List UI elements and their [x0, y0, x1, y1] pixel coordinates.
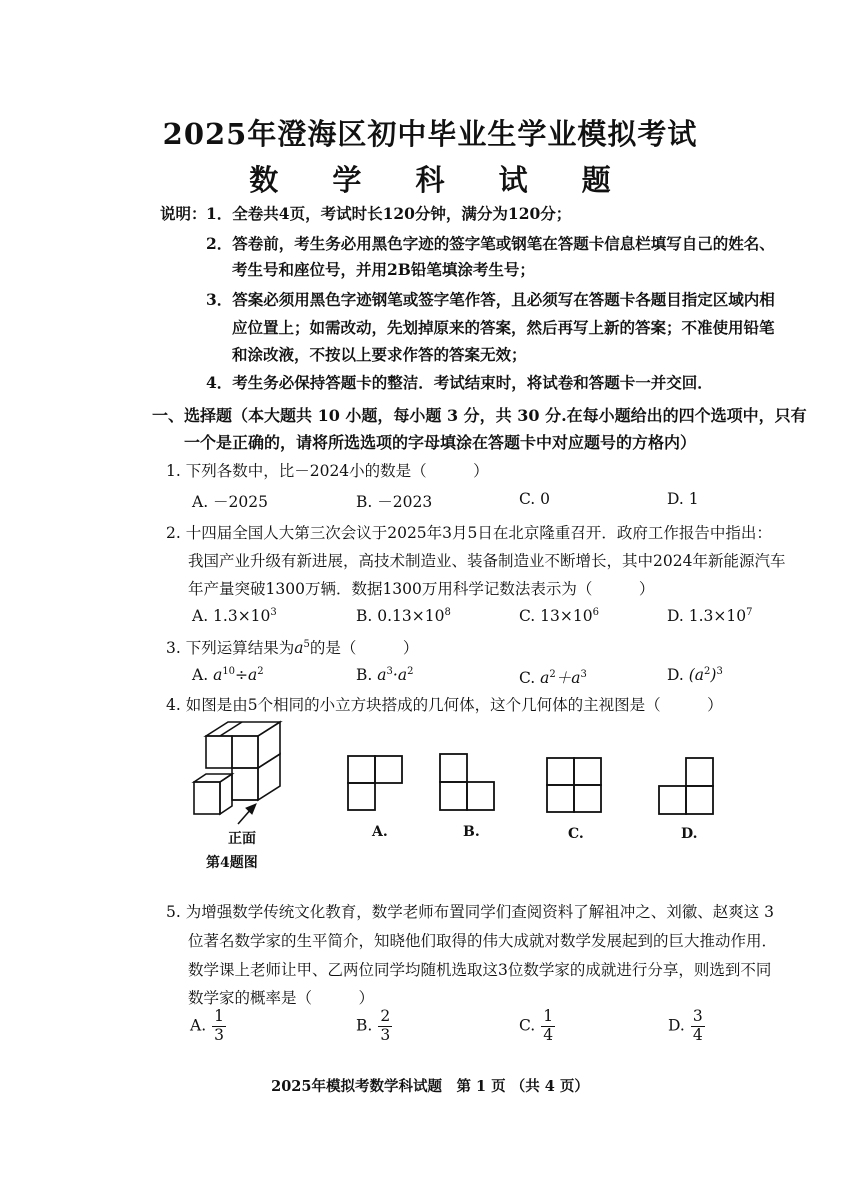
q5-option-d: D. $\frac{3}{4}$ [668, 1007, 703, 1044]
instruction-item: 2．答卷前，考生务必用黑色字迹的签字笔或钢笔在答题卡信息栏填写自己的姓名、 [206, 234, 775, 253]
q3-option-c: C. $a^2+a^3$ [519, 668, 587, 687]
q2-option-a: A. $1.3\times 10^3$ [192, 607, 277, 626]
q3-option-a: A. $a^{10}\div a^2$ [192, 666, 264, 685]
option-b-view [438, 752, 498, 814]
q4-option-a-label: A. [372, 824, 388, 840]
front-label: 正面 [228, 831, 256, 847]
question-2-stem-cont: 我国产业升级有新进展，高技术制造业、装备制造业不断增长，其中2024年新能源汽车 [188, 552, 786, 570]
question-1-stem: 1. 下列各数中，比－2024小的数是（ ） [166, 462, 489, 480]
q4-option-c-label: C. [568, 826, 584, 842]
instructions-label: 说明： [160, 204, 207, 223]
q2-option-b: B. $0.13\times 10^8$ [356, 607, 451, 626]
option-c-view [545, 756, 605, 816]
q4-option-b-label: B. [463, 824, 480, 840]
option-a-view [346, 754, 406, 814]
front-arrow-icon [232, 802, 262, 826]
instruction-item: 应位置上；如需改动，先划掉原来的答案，然后再写上新的答案；不准使用铅笔 [232, 318, 775, 337]
q5-option-b: B. $\frac{2}{3}$ [356, 1007, 391, 1044]
instruction-item: 和涂改液，不按以上要求作答的答案无效； [232, 345, 527, 364]
q1-option-b: B. －2023 [356, 493, 433, 511]
instruction-item: 考生号和座位号，并用2B铅笔填涂考生号； [232, 260, 535, 279]
section-heading: 一、选择题（本大题共 10 小题，每小题 3 分，共 30 分.在每小题给出的四个选项中，只有 [152, 406, 807, 425]
q5-option-c: C. $\frac{1}{4}$ [519, 1007, 554, 1044]
question-4-stem: 4. 如图是由5个相同的小立方块搭成的几何体，这个几何体的主视图是（ ） [166, 696, 723, 714]
q3-option-d: D. $(a^2)^3$ [667, 666, 723, 685]
q1-option-d: D. 1 [667, 490, 699, 508]
figure-caption: 第4题图 [206, 855, 258, 871]
exam-subtitle: 数 学 科 试 题 [249, 163, 633, 197]
question-3-stem: 3. 下列运算结果为$a^5$的是（ ） [166, 638, 419, 657]
instruction-item: 4．考生务必保持答题卡的整洁．考试结束时，将试卷和答题卡一并交回． [206, 373, 713, 392]
section-heading-cont: 一个是正确的，请将所选选项的字母填涂在答题卡中对应题号的方格内） [184, 433, 697, 452]
q2-option-c: C. $13\times 10^6$ [519, 607, 599, 626]
question-2-stem: 2. 十四届全国人大第三次会议于2025年3月5日在北京隆重召开．政府工作报告中指出： [166, 524, 772, 542]
question-5-stem-cont: 位著名数学家的生平简介，知晓他们取得的伟大成就对数学发展起到的巨大推动作用． [188, 932, 778, 950]
question-5-stem-cont: 数学课上老师让甲、乙两位同学均随机选取这3位数学家的成就进行分享，则选到不同 [188, 961, 772, 979]
q4-option-d-label: D. [681, 826, 698, 842]
question-2-stem-cont: 年产量突破1300万辆．数据1300万用科学记数法表示为（ ） [188, 580, 655, 598]
q1-option-a: A. －2025 [192, 493, 268, 511]
instruction-item: 3．答案必须用黑色字迹钢笔或签字笔作答，且必须写在答题卡各题目指定区域内相 [206, 290, 775, 309]
question-5-stem: 5. 为增强数学传统文化教育，数学老师布置同学们查阅资料了解祖冲之、刘徽、赵爽这 3 [166, 903, 775, 921]
q2-option-d: D. $1.3\times 10^7$ [667, 607, 753, 626]
q1-option-c: C. 0 [519, 490, 551, 508]
option-d-view [657, 756, 717, 818]
instruction-item: 1．全卷共4页，考试时长120分钟，满分为120分； [206, 204, 572, 223]
q5-option-a: A. $\frac{1}{3}$ [190, 1007, 224, 1044]
q3-option-b: B. $a^3\cdot a^2$ [356, 666, 414, 685]
page-footer: 2025年模拟考数学科试题 第 1 页 （共 4 页） [271, 1078, 589, 1095]
exam-title: 2025年澄海区初中毕业生学业模拟考试 [162, 117, 698, 151]
question-5-stem-cont: 数学家的概率是（ ） [188, 989, 375, 1007]
